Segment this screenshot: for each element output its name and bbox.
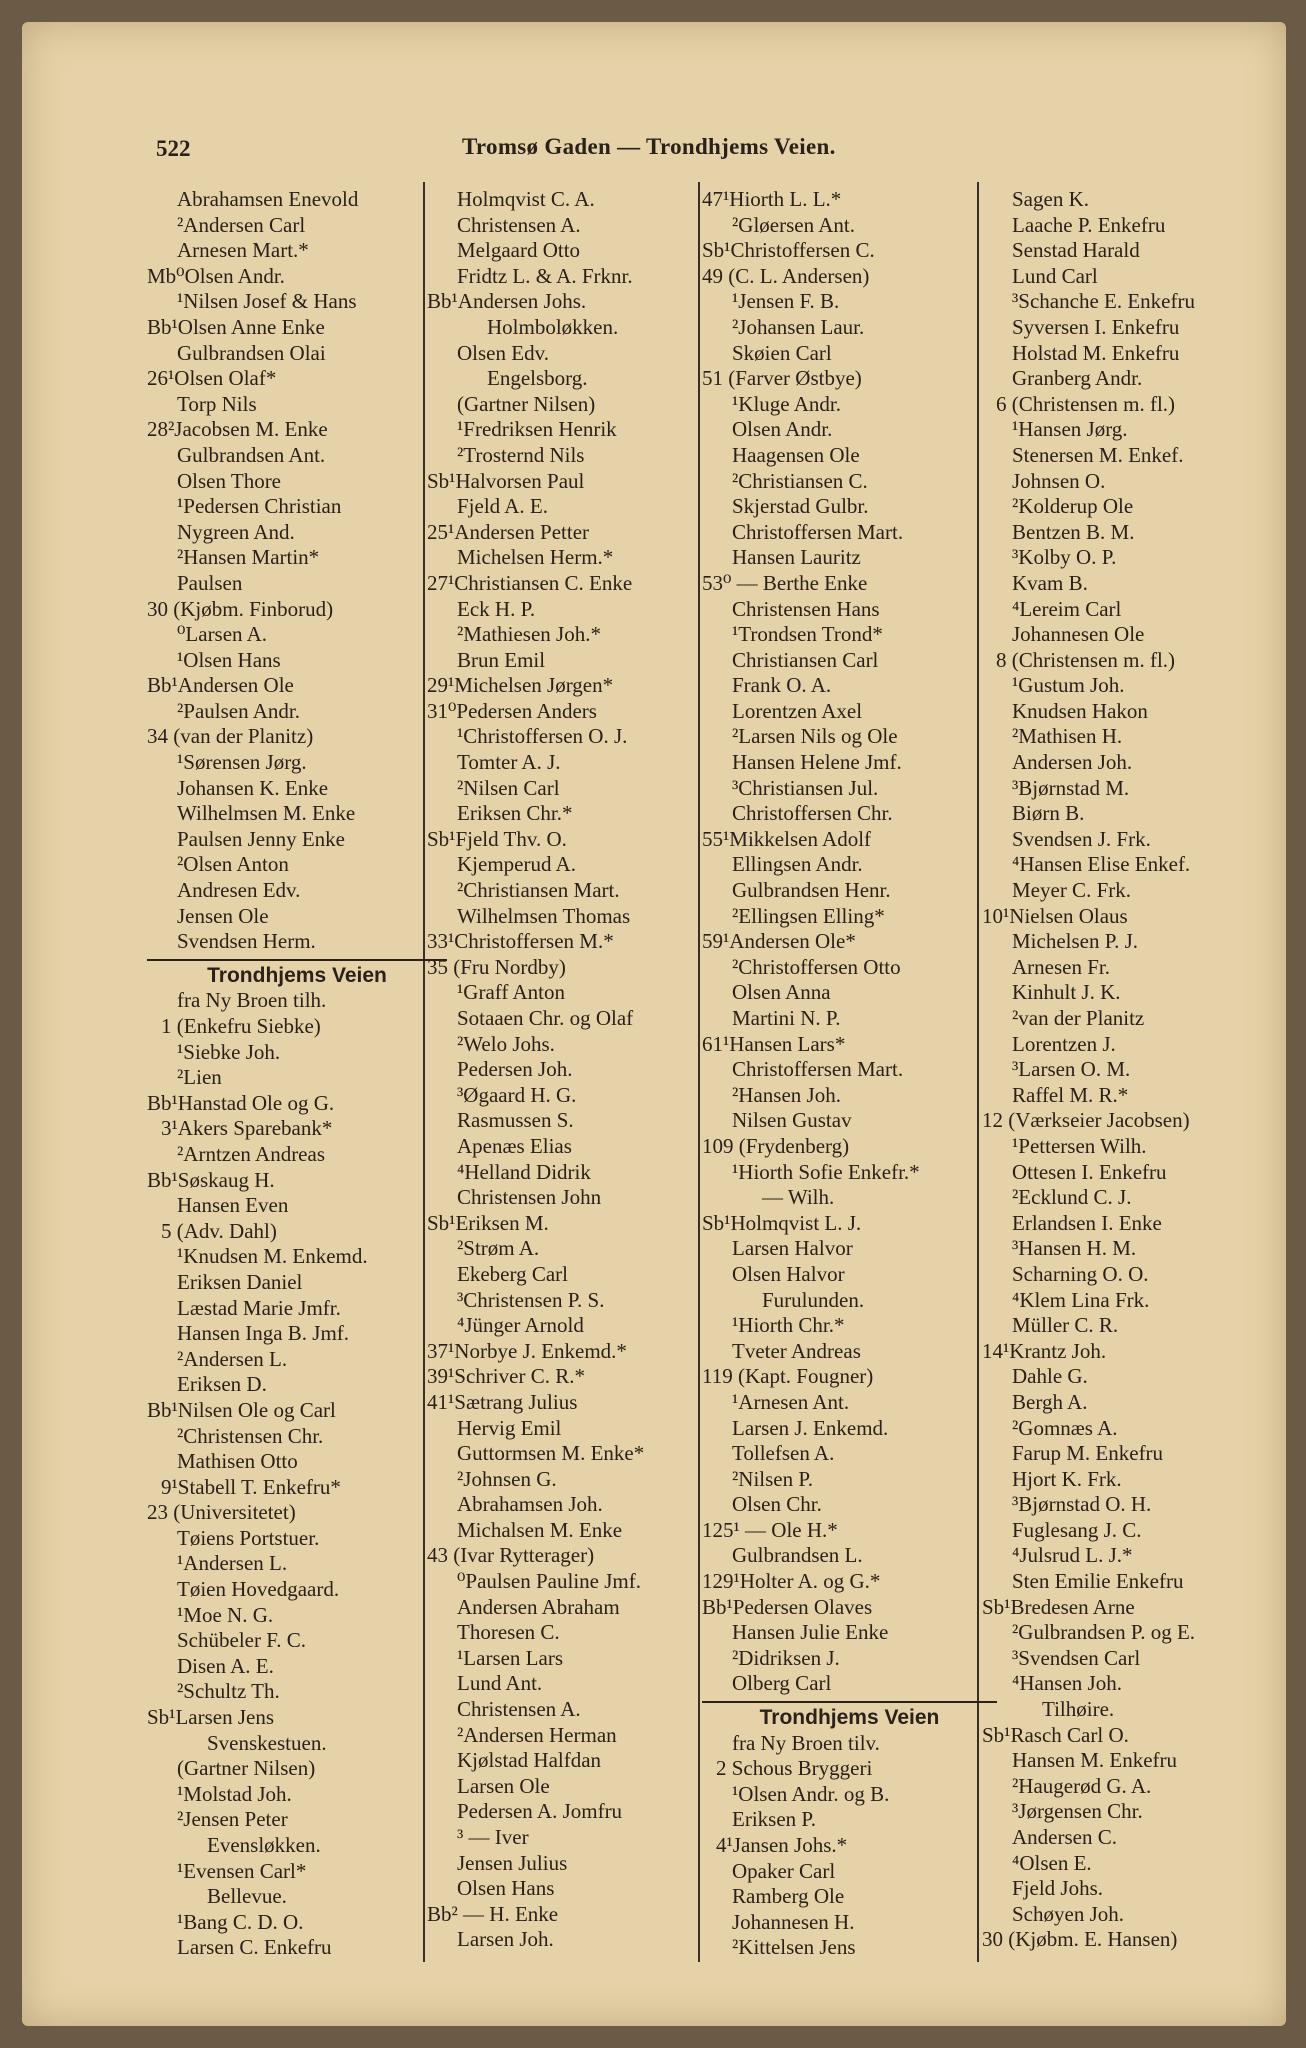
directory-entry: Brun Emil bbox=[457, 647, 546, 672]
directory-entry: Biørn B. bbox=[1012, 801, 1085, 826]
directory-entry: 55¹Mikkelsen Adolf bbox=[702, 826, 872, 851]
directory-entry: Michelsen Herm.* bbox=[457, 545, 614, 570]
directory-entry: Fjeld A. E. bbox=[457, 494, 549, 519]
directory-entry: Svenskestuen. bbox=[207, 1730, 327, 1755]
directory-entry: Andersen Abraham bbox=[457, 1594, 620, 1619]
directory-entry: Sagen K. bbox=[1012, 187, 1089, 211]
directory-entry: ⁴Hansen Elise Enkef. bbox=[1012, 852, 1191, 877]
directory-entry: Larsen Joh. bbox=[457, 1927, 554, 1952]
directory-entry: 5 (Adv. Dahl) bbox=[161, 1218, 277, 1243]
directory-entry: 41¹Sætrang Julius bbox=[427, 1389, 578, 1414]
directory-entry: Christoffersen Chr. bbox=[732, 801, 893, 826]
directory-entry: 27¹Christiansen C. Enke bbox=[427, 570, 633, 595]
directory-entry: ²Ecklund C. J. bbox=[1012, 1185, 1132, 1210]
directory-entry: ⁰Paulsen Pauline Jmf. bbox=[457, 1569, 641, 1594]
directory-entry: Christensen A. bbox=[457, 212, 581, 237]
directory-entry: Apenæs Elias bbox=[457, 1133, 572, 1158]
directory-entry: Larsen C. Enkefru bbox=[177, 1935, 332, 1960]
directory-entry: Olsen Thore bbox=[177, 468, 282, 493]
directory-entry: Holmboløkken. bbox=[487, 314, 619, 339]
directory-entry: ²Lien bbox=[177, 1065, 222, 1090]
directory-entry: Christiansen Carl bbox=[732, 647, 879, 672]
directory-entry: Gulbrandsen Olai bbox=[177, 340, 326, 365]
directory-entry: Sb¹Halvorsen Paul bbox=[427, 468, 585, 493]
directory-entry: ¹Arnesen Ant. bbox=[732, 1389, 850, 1414]
directory-entry: Ottesen I. Enkefru bbox=[1012, 1159, 1167, 1184]
directory-entry: ¹Molstad Joh. bbox=[177, 1781, 292, 1806]
directory-entry: Olsen Hans bbox=[457, 1876, 555, 1901]
directory-entry: Sb¹Larsen Jens bbox=[147, 1705, 275, 1730]
directory-entry: Pedersen A. Jomfru bbox=[457, 1799, 623, 1824]
directory-entry: ³Christensen P. S. bbox=[457, 1287, 605, 1312]
page-number: 522 bbox=[156, 136, 191, 161]
directory-entry: ³Christiansen Jul. bbox=[732, 775, 879, 800]
directory-entry: Christensen Hans bbox=[732, 596, 880, 621]
directory-entry: ³Hansen H. M. bbox=[1012, 1236, 1137, 1261]
directory-entry: Disen A. E. bbox=[177, 1653, 274, 1678]
directory-entry: Jensen Julius bbox=[457, 1850, 568, 1875]
directory-entry: ⁴Julsrud L. J.* bbox=[1012, 1543, 1133, 1568]
directory-entry: Paulsen bbox=[177, 570, 243, 595]
directory-entry: ¹Siebke Joh. bbox=[177, 1039, 281, 1064]
directory-entry: Johannesen Ole bbox=[1012, 622, 1145, 647]
directory-entry: ¹Hansen Jørg. bbox=[1012, 417, 1128, 442]
directory-entry: ²Kittelsen Jens bbox=[732, 1935, 856, 1960]
directory-entry: Christensen A. bbox=[457, 1697, 581, 1722]
directory-entry: Bb² — H. Enke bbox=[427, 1901, 559, 1926]
directory-entry: Bb¹Andersen Johs. bbox=[427, 289, 587, 314]
directory-entry: ³Schanche E. Enkefru bbox=[1012, 289, 1195, 314]
directory-entry: Scharning O. O. bbox=[1012, 1261, 1149, 1286]
directory-entry: ²Gløersen Ant. bbox=[732, 212, 855, 237]
directory-entry: Sb¹Eriksen M. bbox=[427, 1210, 549, 1235]
directory-entry: Stenersen M. Enkef. bbox=[1012, 442, 1184, 467]
directory-entry: Pedersen Joh. bbox=[457, 1057, 573, 1082]
directory-entry: 30 (Kjøbm. Finborud) bbox=[147, 596, 334, 621]
directory-entry: Læstad Marie Jmfr. bbox=[177, 1295, 341, 1320]
directory-entry: Arnesen Mart.* bbox=[177, 238, 309, 263]
directory-entry: Eriksen Chr.* bbox=[457, 801, 573, 826]
directory-entry: ¹Olsen Hans bbox=[177, 647, 281, 672]
directory-column-4 bbox=[982, 187, 1282, 1953]
directory-entry: fra Ny Broen tilv. bbox=[732, 1730, 880, 1755]
directory-entry: Christoffersen Mart. bbox=[732, 1057, 904, 1082]
directory-entry: Kvam B. bbox=[1012, 570, 1088, 595]
directory-entry: Olsen Chr. bbox=[732, 1492, 822, 1517]
directory-entry: Evensløkken. bbox=[207, 1833, 321, 1857]
directory-entry: ²Christoffersen Otto bbox=[732, 954, 901, 979]
directory-entry: ³Svendsen Carl bbox=[1012, 1645, 1141, 1670]
directory-entry: Schübeler F. C. bbox=[177, 1628, 306, 1653]
directory-entry: Johansen K. Enke bbox=[177, 775, 329, 800]
directory-entry: Johnsen O. bbox=[1012, 468, 1106, 493]
directory-entry: Nilsen Gustav bbox=[732, 1108, 852, 1133]
directory-entry: ¹Hiorth Sofie Enkefr.* bbox=[732, 1159, 920, 1184]
directory-entry: ²Olsen Anton bbox=[177, 852, 289, 877]
directory-entry: ¹Jensen F. B. bbox=[732, 289, 840, 314]
directory-entry: Opaker Carl bbox=[732, 1858, 836, 1883]
directory-entry: 25¹Andersen Petter bbox=[427, 519, 590, 544]
directory-entry: — Wilh. bbox=[762, 1185, 835, 1210]
directory-entry: 28²Jacobsen M. Enke bbox=[147, 417, 328, 442]
directory-entry: Melgaard Otto bbox=[457, 238, 581, 263]
section-rule bbox=[702, 1701, 997, 1703]
directory-entry: Granberg Andr. bbox=[1012, 366, 1143, 391]
directory-entry: Olsen Andr. bbox=[732, 417, 833, 442]
directory-entry: ³Jørgensen Chr. bbox=[1012, 1799, 1143, 1824]
directory-entry: Larsen Ole bbox=[457, 1773, 550, 1798]
directory-entry: ¹Pedersen Christian bbox=[177, 494, 342, 519]
directory-entry: Bb¹Pedersen Olaves bbox=[702, 1594, 873, 1619]
directory-entry: ³Øgaard H. G. bbox=[457, 1082, 577, 1107]
directory-entry: Tomter A. J. bbox=[457, 750, 561, 775]
directory-entry: ²Christiansen C. bbox=[732, 468, 868, 493]
directory-entry: Bb¹Hanstad Ole og G. bbox=[147, 1090, 335, 1115]
directory-entry: 2 Schous Bryggeri bbox=[716, 1756, 873, 1781]
directory-entry: 31⁰Pedersen Anders bbox=[427, 698, 597, 723]
directory-entry: ²Christiansen Mart. bbox=[457, 878, 620, 903]
directory-entry: 49 (C. L. Andersen) bbox=[702, 263, 870, 288]
directory-entry: Hansen Even bbox=[177, 1193, 289, 1218]
directory-entry: 33¹Christoffersen M.* bbox=[427, 929, 614, 954]
directory-entry: 47¹Hiorth L. L.* bbox=[702, 187, 842, 211]
directory-column-1 bbox=[147, 187, 447, 1961]
directory-entry: Michalsen M. Enke bbox=[457, 1517, 623, 1542]
directory-entry: 6 (Christensen m. fl.) bbox=[996, 391, 1176, 416]
directory-entry: 8 (Christensen m. fl.) bbox=[996, 647, 1176, 672]
directory-entry: Bb¹Olsen Anne Enke bbox=[147, 314, 325, 339]
directory-entry: Sb¹Bredesen Arne bbox=[982, 1594, 1135, 1619]
directory-entry: Senstad Harald bbox=[1012, 238, 1140, 263]
directory-entry: ⁴Klem Lina Frk. bbox=[1012, 1287, 1150, 1312]
directory-entry: ³Kolby O. P. bbox=[1012, 545, 1117, 570]
directory-entry: Rasmussen S. bbox=[457, 1108, 574, 1133]
directory-entry: ¹Andersen L. bbox=[177, 1551, 288, 1576]
directory-entry: Knudsen Hakon bbox=[1012, 698, 1148, 723]
directory-entry: ²Didriksen J. bbox=[732, 1645, 840, 1670]
directory-entry: Olsen Edv. bbox=[457, 340, 549, 365]
directory-entry: Guttormsen M. Enke* bbox=[457, 1441, 645, 1466]
directory-entry: 109 (Frydenberg) bbox=[702, 1133, 850, 1158]
directory-entry: ¹Evensen Carl* bbox=[177, 1858, 307, 1883]
directory-entry: Christoffersen Mart. bbox=[732, 519, 904, 544]
directory-entry: 119 (Kapt. Fougner) bbox=[702, 1364, 874, 1389]
directory-entry: 51 (Farver Østbye) bbox=[702, 366, 862, 391]
directory-entry: Bellevue. bbox=[207, 1884, 287, 1909]
directory-entry: Holstad M. Enkefru bbox=[1012, 340, 1180, 365]
directory-entry: ⁴Jünger Arnold bbox=[457, 1313, 584, 1338]
directory-entry: Mathisen Otto bbox=[177, 1449, 298, 1474]
directory-entry: ²Larsen Nils og Ole bbox=[732, 724, 898, 749]
directory-entry: Kjemperud A. bbox=[457, 852, 576, 877]
directory-entry: Tveter Andreas bbox=[732, 1338, 861, 1363]
directory-entry: Eriksen Daniel bbox=[177, 1269, 303, 1294]
directory-entry: Paulsen Jenny Enke bbox=[177, 826, 345, 851]
directory-entry: 37¹Norbye J. Enkemd.* bbox=[427, 1338, 627, 1363]
directory-entry: Sb¹Christoffersen C. bbox=[702, 238, 875, 263]
directory-entry: Haagensen Ole bbox=[732, 442, 860, 467]
directory-entry: Jensen Ole bbox=[177, 903, 269, 928]
directory-entry: Sotaaen Chr. og Olaf bbox=[457, 1006, 634, 1030]
directory-entry: Larsen Halvor bbox=[732, 1236, 853, 1261]
directory-entry: ²Andersen Herman bbox=[457, 1722, 617, 1747]
directory-page bbox=[22, 22, 1286, 2026]
directory-entry: ²Christensen Chr. bbox=[177, 1423, 324, 1448]
directory-entry: ²Arntzen Andreas bbox=[177, 1141, 325, 1166]
directory-entry: 29¹Michelsen Jørgen* bbox=[427, 673, 614, 698]
directory-entry: 26¹Olsen Olaf* bbox=[147, 366, 277, 391]
directory-entry: Skjerstad Gulbr. bbox=[732, 494, 869, 519]
directory-entry: ¹Pettersen Wilh. bbox=[1012, 1133, 1147, 1158]
directory-entry: Arnesen Fr. bbox=[1012, 954, 1110, 979]
directory-entry: ²Ellingsen Elling* bbox=[732, 903, 885, 928]
directory-entry: ²Welo Johs. bbox=[457, 1031, 555, 1056]
directory-column-3 bbox=[702, 187, 997, 1961]
directory-entry: Martini N. P. bbox=[732, 1006, 841, 1030]
directory-entry: ¹Kluge Andr. bbox=[732, 391, 841, 416]
directory-entry: Olberg Carl bbox=[732, 1671, 832, 1696]
directory-entry: 35 (Fru Nordby) bbox=[427, 954, 566, 979]
directory-entry: Christensen John bbox=[457, 1185, 602, 1210]
directory-entry: ³Bjørnstad O. H. bbox=[1012, 1492, 1152, 1517]
directory-entry: 129¹Holter A. og G.* bbox=[702, 1569, 881, 1594]
directory-entry: Michelsen P. J. bbox=[1012, 929, 1138, 954]
directory-entry: Lorentzen J. bbox=[1012, 1031, 1116, 1056]
directory-entry: Bb¹Søskaug H. bbox=[147, 1167, 275, 1192]
directory-entry: Raffel M. R.* bbox=[1012, 1082, 1129, 1107]
directory-entry: Olsen Anna bbox=[732, 980, 831, 1005]
directory-entry: ¹Knudsen M. Enkemd. bbox=[177, 1244, 368, 1269]
directory-entry: ⁴Helland Didrik bbox=[457, 1159, 591, 1184]
directory-entry: Dahle G. bbox=[1012, 1364, 1088, 1389]
directory-entry: Svendsen J. Frk. bbox=[1012, 826, 1151, 851]
directory-entry: ⁴Lereim Carl bbox=[1012, 596, 1122, 621]
directory-entry: Hansen Helene Jmf. bbox=[732, 750, 902, 775]
directory-entry: ³ — Iver bbox=[457, 1825, 529, 1849]
directory-entry: Engelsborg. bbox=[487, 366, 588, 391]
directory-entry: ²Strøm A. bbox=[457, 1236, 540, 1261]
directory-entry: ²Jensen Peter bbox=[177, 1807, 288, 1832]
directory-entry: Farup M. Enkefru bbox=[1012, 1441, 1164, 1466]
directory-entry: ³Larsen O. M. bbox=[1012, 1057, 1131, 1082]
directory-entry: Bergh A. bbox=[1012, 1389, 1088, 1414]
directory-entry: Schøyen Joh. bbox=[1012, 1901, 1124, 1926]
directory-entry: ⁴Hansen Joh. bbox=[1012, 1671, 1122, 1696]
directory-entry: Hansen Inga B. Jmf. bbox=[177, 1321, 350, 1346]
directory-entry: Olsen Halvor bbox=[732, 1261, 845, 1286]
directory-entry: Tøiens Portstuer. bbox=[177, 1525, 320, 1550]
directory-entry: ²Johnsen G. bbox=[457, 1466, 557, 1491]
directory-entry: ¹Gustum Joh. bbox=[1012, 673, 1125, 698]
directory-entry: Kinhult J. K. bbox=[1012, 980, 1121, 1005]
directory-entry: ⁰Larsen A. bbox=[177, 622, 268, 647]
directory-entry: ²Gomnæs A. bbox=[1012, 1415, 1118, 1440]
directory-entry: Ekeberg Carl bbox=[457, 1261, 568, 1286]
section-heading: Trondhjems Veien bbox=[207, 963, 387, 987]
directory-entry: Müller C. R. bbox=[1012, 1313, 1119, 1338]
directory-entry: Tøien Hovedgaard. bbox=[177, 1577, 340, 1602]
directory-entry: 59¹Andersen Ole* bbox=[702, 929, 856, 954]
directory-entry: ²Mathiesen Joh.* bbox=[457, 622, 601, 647]
directory-entry: ¹Nilsen Josef & Hans bbox=[177, 289, 357, 314]
directory-entry: ¹Bang C. D. O. bbox=[177, 1909, 304, 1934]
directory-entry: Ellingsen Andr. bbox=[732, 852, 863, 877]
directory-entry: Tollefsen A. bbox=[732, 1441, 835, 1466]
directory-entry: ²van der Planitz bbox=[1012, 1006, 1145, 1030]
directory-entry: 4¹Jansen Johs.* bbox=[716, 1833, 848, 1857]
directory-entry: 12 (Værkseier Jacobsen) bbox=[982, 1108, 1190, 1133]
directory-entry: ¹Olsen Andr. og B. bbox=[732, 1781, 890, 1806]
directory-entry: Torp Nils bbox=[177, 391, 257, 416]
directory-entry: 43 (Ivar Rytterager) bbox=[427, 1543, 595, 1568]
directory-entry: 34 (van der Planitz) bbox=[147, 724, 314, 749]
directory-entry: Lorentzen Axel bbox=[732, 698, 863, 723]
directory-entry: Nygreen And. bbox=[177, 519, 295, 544]
section-rule bbox=[147, 959, 447, 961]
directory-entry: Syversen I. Enkefru bbox=[1012, 314, 1180, 339]
directory-entry: (Gartner Nilsen) bbox=[177, 1756, 316, 1781]
directory-entry: Lund Ant. bbox=[457, 1671, 543, 1696]
directory-entry: ²Hansen Joh. bbox=[732, 1082, 841, 1107]
directory-entry: Gulbrandsen L. bbox=[732, 1543, 863, 1568]
section-heading: Trondhjems Veien bbox=[759, 1706, 940, 1730]
directory-entry: ¹Trondsen Trond* bbox=[732, 622, 883, 647]
directory-entry: Erlandsen I. Enke bbox=[1012, 1210, 1162, 1235]
directory-entry: ¹Sørensen Jørg. bbox=[177, 750, 307, 775]
directory-entry: Sb¹Fjeld Thv. O. bbox=[427, 826, 567, 851]
directory-entry: ¹Larsen Lars bbox=[457, 1645, 563, 1670]
directory-entry: Hansen Lauritz bbox=[732, 545, 861, 570]
directory-entry: ¹Fredriksen Henrik bbox=[457, 417, 617, 442]
directory-entry: ²Haugerød G. A. bbox=[1012, 1773, 1152, 1798]
directory-entry: ²Mathisen H. bbox=[1012, 724, 1123, 749]
directory-entry: Skøien Carl bbox=[732, 340, 832, 365]
directory-entry: Ramberg Ole bbox=[732, 1884, 845, 1909]
directory-entry: Andersen C. bbox=[1012, 1825, 1117, 1849]
directory-entry: Wilhelmsen Thomas bbox=[457, 903, 631, 928]
directory-entry: 39¹Schriver C. R.* bbox=[427, 1364, 585, 1389]
directory-entry: 23 (Universitetet) bbox=[147, 1500, 296, 1525]
directory-entry: Tilhøire. bbox=[1042, 1697, 1115, 1722]
directory-entry: ²Schultz Th. bbox=[177, 1679, 280, 1704]
directory-entry: Furulunden. bbox=[762, 1287, 865, 1312]
directory-entry: Sb¹Rasch Carl O. bbox=[982, 1722, 1129, 1747]
directory-entry: ²Gulbrandsen P. og E. bbox=[1012, 1620, 1196, 1645]
directory-entry: ²Kolderup Ole bbox=[1012, 494, 1134, 519]
directory-entry: Bb¹Nilsen Ole og Carl bbox=[147, 1397, 336, 1422]
directory-entry: 125¹ — Ole H.* bbox=[702, 1517, 838, 1542]
directory-entry: ¹Graff Anton bbox=[457, 980, 565, 1005]
directory-entry: 10¹Nielsen Olaus bbox=[982, 903, 1128, 928]
directory-entry: Fuglesang J. C. bbox=[1012, 1517, 1142, 1542]
directory-entry: Gulbrandsen Henr. bbox=[732, 878, 891, 903]
directory-entry: 1 (Enkefru Siebke) bbox=[161, 1014, 321, 1038]
directory-entry: Fjeld Johs. bbox=[1012, 1876, 1104, 1901]
directory-entry: Gulbrandsen Ant. bbox=[177, 442, 326, 467]
directory-entry: 61¹Hansen Lars* bbox=[702, 1031, 846, 1056]
directory-entry: Sten Emilie Enkefru bbox=[1012, 1569, 1184, 1594]
directory-entry: Svendsen Herm. bbox=[177, 929, 316, 954]
directory-entry: 3¹Akers Sparebank* bbox=[161, 1116, 333, 1141]
directory-entry: Kjølstad Halfdan bbox=[457, 1748, 602, 1773]
directory-entry: Laache P. Enkefru bbox=[1012, 212, 1166, 237]
directory-entry: Eriksen D. bbox=[177, 1372, 267, 1397]
directory-entry: ²Andersen L. bbox=[177, 1346, 288, 1371]
directory-entry: ²Johansen Laur. bbox=[732, 314, 865, 339]
directory-entry: ²Paulsen Andr. bbox=[177, 698, 300, 723]
page-header: Tromsø Gaden — Trondhjems Veien. bbox=[462, 134, 836, 159]
directory-entry: Mb⁰Olsen Andr. bbox=[147, 263, 285, 288]
directory-entry: 14¹Krantz Joh. bbox=[982, 1338, 1107, 1363]
directory-entry: ²Andersen Carl bbox=[177, 212, 306, 237]
directory-entry: Bentzen B. M. bbox=[1012, 519, 1135, 544]
directory-entry: fra Ny Broen tilh. bbox=[177, 988, 327, 1013]
directory-entry: Holmqvist C. A. bbox=[457, 187, 595, 211]
directory-column-2 bbox=[427, 187, 717, 1953]
directory-entry: Lund Carl bbox=[1012, 263, 1098, 288]
directory-entry: ²Nilsen Carl bbox=[457, 775, 560, 800]
directory-entry: Frank O. A. bbox=[732, 673, 832, 698]
directory-entry: 53⁰ — Berthe Enke bbox=[702, 570, 868, 595]
directory-entry: ¹Moe N. G. bbox=[177, 1602, 274, 1627]
directory-entry: Thoresen C. bbox=[457, 1620, 560, 1645]
directory-entry: Hjort K. Frk. bbox=[1012, 1466, 1122, 1491]
directory-entry: ²Hansen Martin* bbox=[177, 545, 320, 570]
directory-entry: Eck H. P. bbox=[457, 596, 536, 621]
directory-entry: Abrahamsen Joh. bbox=[457, 1492, 603, 1517]
directory-entry: ¹Hiorth Chr.* bbox=[732, 1313, 845, 1338]
directory-entry: Eriksen P. bbox=[732, 1807, 816, 1832]
directory-entry: Meyer C. Frk. bbox=[1012, 878, 1131, 903]
directory-entry: Hervig Emil bbox=[457, 1415, 562, 1440]
directory-entry: ⁴Olsen E. bbox=[1012, 1850, 1092, 1875]
directory-entry: (Gartner Nilsen) bbox=[457, 391, 596, 416]
directory-entry: ²Trosternd Nils bbox=[457, 442, 585, 467]
directory-entry: 9¹Stabell T. Enkefru* bbox=[161, 1474, 341, 1499]
directory-entry: Larsen J. Enkemd. bbox=[732, 1415, 889, 1440]
directory-entry: Wilhelmsen M. Enke bbox=[177, 801, 356, 826]
directory-entry: ²Nilsen P. bbox=[732, 1466, 813, 1491]
directory-entry: Andersen Joh. bbox=[1012, 750, 1133, 775]
directory-entry: Fridtz L. & A. Frknr. bbox=[457, 263, 633, 288]
directory-entry: Andresen Edv. bbox=[177, 878, 301, 903]
directory-entry: Bb¹Andersen Ole bbox=[147, 673, 294, 698]
directory-entry: Hansen M. Enkefru bbox=[1012, 1748, 1178, 1773]
directory-entry: 30 (Kjøbm. E. Hansen) bbox=[982, 1927, 1178, 1952]
directory-entry: Hansen Julie Enke bbox=[732, 1620, 889, 1645]
directory-entry: Johannesen H. bbox=[732, 1909, 855, 1934]
directory-entry: Sb¹Holmqvist L. J. bbox=[702, 1210, 862, 1235]
directory-entry: Abrahamsen Enevold bbox=[177, 187, 359, 211]
directory-entry: ¹Christoffersen O. J. bbox=[457, 724, 628, 749]
directory-entry: ³Bjørnstad M. bbox=[1012, 775, 1130, 800]
